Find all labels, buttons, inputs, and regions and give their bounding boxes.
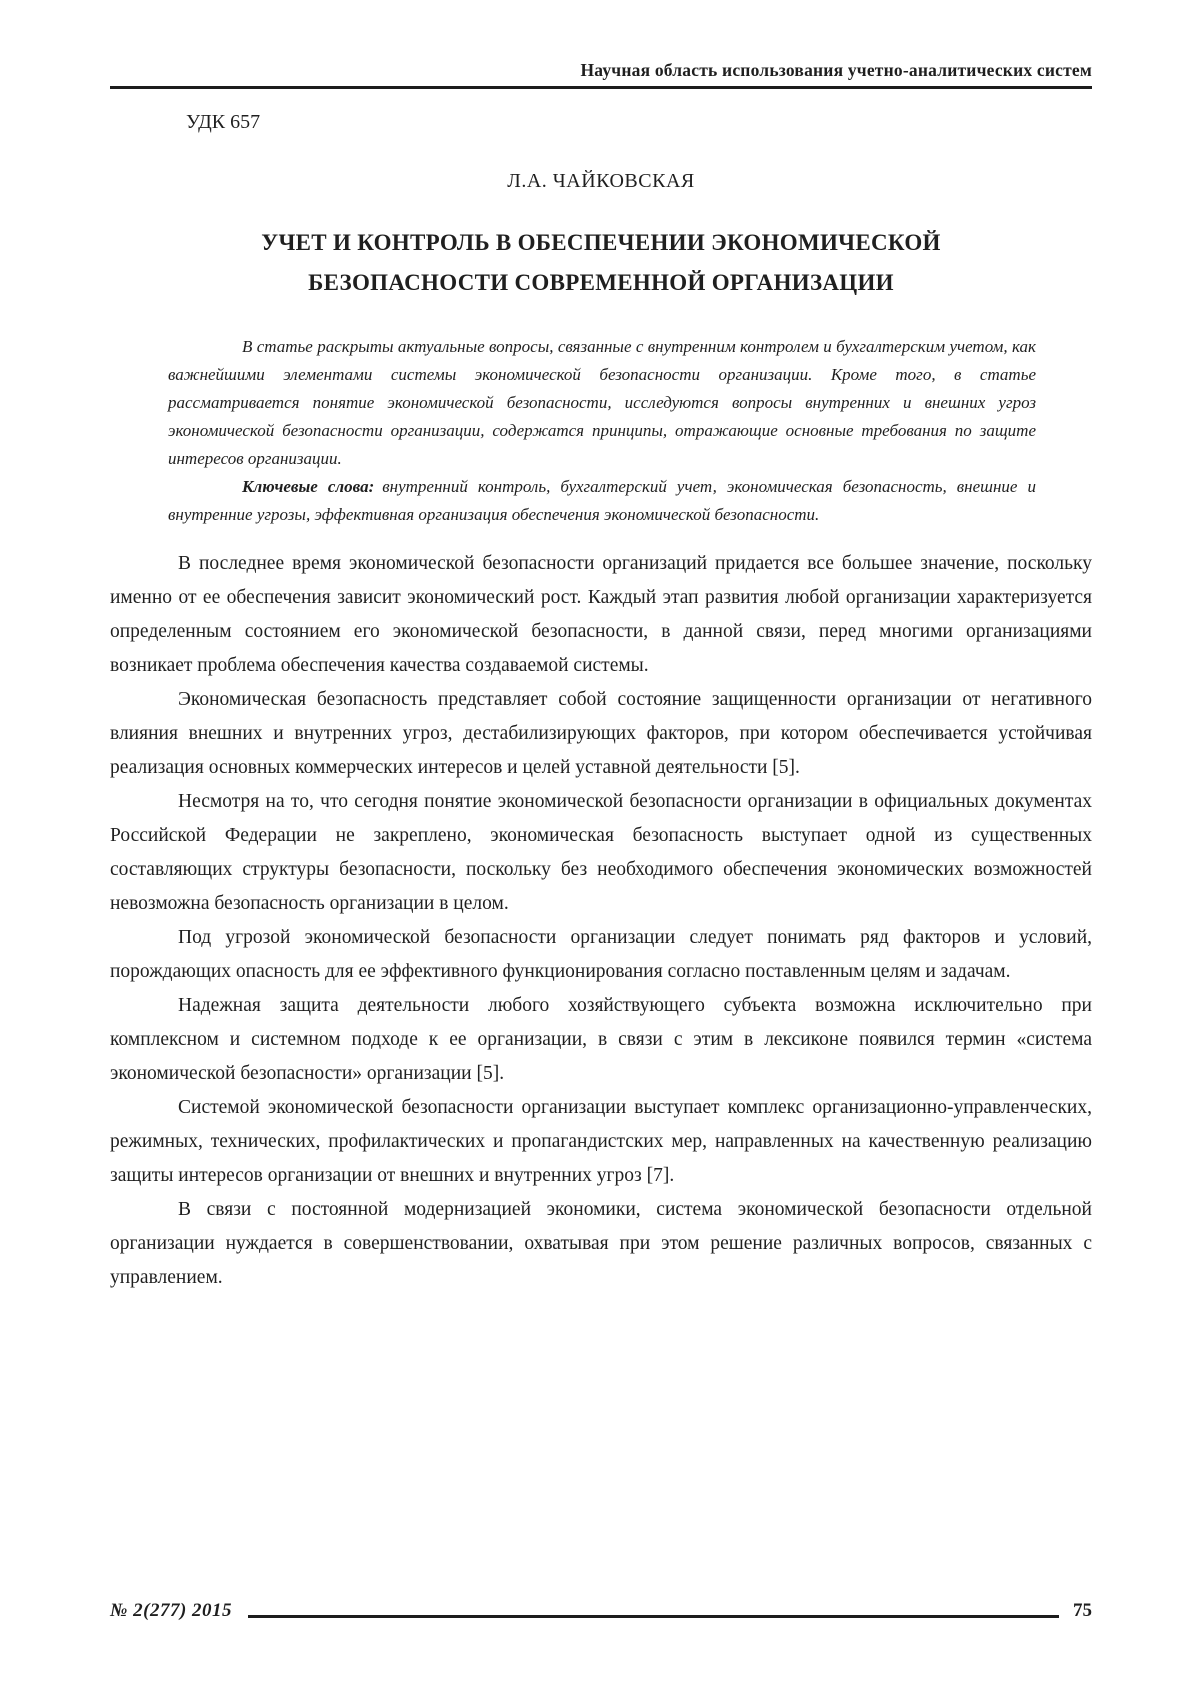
article-title-line2: БЕЗОПАСНОСТИ СОВРЕМЕННОЙ ОРГАНИЗАЦИИ [308,270,894,295]
body-paragraph: Надежная защита деятельности любого хозяйствующего субъекта возможна исключительно при комплексном и системном подходе к ее организации, в связи с этим в лексиконе появился термин «система экономической безопасности» организации [5]. [110,995,1092,1084]
page-content [110,0,1092,1295]
keywords-paragraph [168,473,1036,529]
article-author: Л.А. ЧАЙКОВСКАЯ [507,170,695,192]
article-body [110,547,1092,1295]
body-paragraph: Несмотря на то, что сегодня понятие экономической безопасности организации в официальных документах Российской Федерации не закреплено, экономическая безопасность выступает одной из существенных составляющих структуры безопасности, поскольку без необходимого обеспечения экономических возможностей невозможна безопасность организации в целом. [110,791,1092,914]
keywords-label: Ключевые слова: [242,477,375,496]
page-footer [110,1600,1092,1622]
body-paragraph: Экономическая безопасность представляет собой состояние защищенности организации от негативного влияния внешних и внутренних угроз, дестабилизирующих факторов, при котором обеспечивается устойчивая реализация основных коммерческих интересов и целей уставной деятельности [5]. [110,689,1092,778]
article-title [110,223,1092,303]
abstract-text: В статье раскрыты актуальные вопросы, связанные с внутренним контролем и бухгалтерским учетом, как важнейшими элементами системы экономической безопасности организации. Кроме того, в статье рассматривается понятие экономической безопасности, исследуются вопросы внутренних и внешних угроз экономической безопасности организации, содержатся принципы, отражающие основные требования по защите интересов организации. [168,337,1036,468]
article-title-line1: УЧЕТ И КОНТРОЛЬ В ОБЕСПЕЧЕНИИ ЭКОНОМИЧЕСКОЙ [261,230,941,255]
keywords-text: внутренний контроль, бухгалтерский учет, экономическая безопасность, внешние и внутренние угрозы, эффективная организация обеспечения экономической безопасности. [168,477,1036,524]
body-paragraph: Системой экономической безопасности организации выступает комплекс организационно-управленческих, режимных, технических, профилактических и пропагандистских мер, направленных на качественную реализацию защиты интересов организации от внешних и внутренних угроз [7]. [110,1097,1092,1186]
running-head: Научная область использования учетно-аналитических систем [110,60,1092,89]
page-number: 75 [1073,1600,1092,1621]
udc-code: УДК 657 [186,111,261,133]
abstract-block [168,333,1036,529]
body-paragraph: В последнее время экономической безопасности организаций придается все большее значение, поскольку именно от ее обеспечения зависит экономический рост. Каждый этап развития любой организации характеризуется определенным состоянием его экономической безопасности, в данной связи, перед многими организациями возникает проблема обеспечения качества создаваемой системы. [110,553,1092,676]
footer-rule [248,1615,1059,1618]
body-paragraph: В связи с постоянной модернизацией экономики, система экономической безопасности отдельной организации нуждается в совершенствовании, охватывая при этом решение различных вопросов, связанных с управлением. [110,1199,1092,1288]
body-paragraph: Под угрозой экономической безопасности организации следует понимать ряд факторов и условий, порождающих опасность для ее эффективного функционирования согласно поставленным целям и задачам. [110,927,1092,982]
journal-issue: № 2(277) 2015 [110,1600,233,1621]
